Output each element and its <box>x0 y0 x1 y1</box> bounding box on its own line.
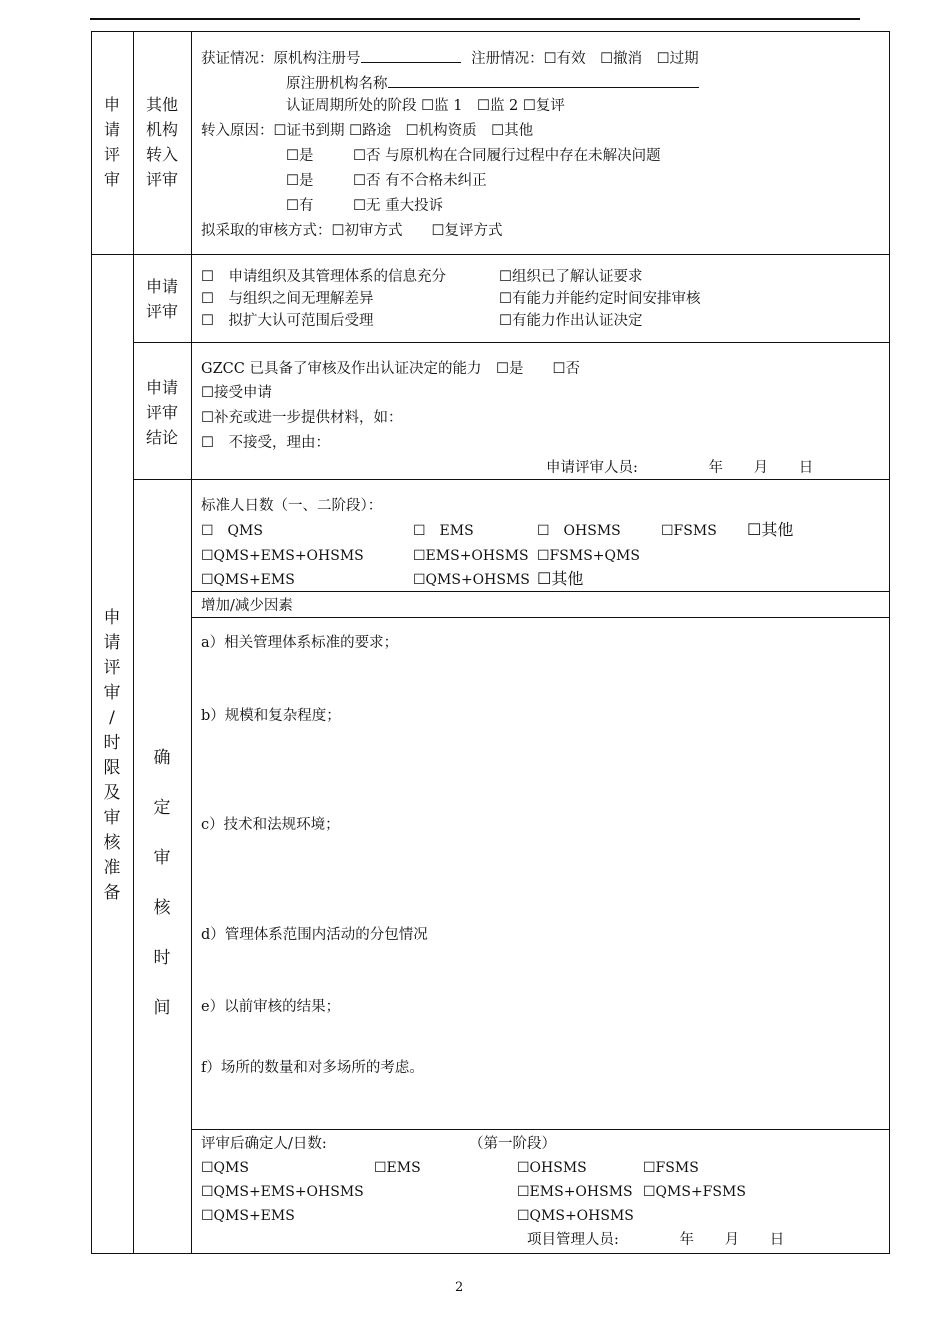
complaint-yes[interactable]: ☐有 <box>286 198 314 214</box>
cert-status-line <box>201 48 699 68</box>
factors-title: 增加/减少因素 <box>201 598 293 614</box>
label-line: 结论 <box>145 428 178 447</box>
conclusion-label <box>133 375 191 450</box>
factor-a: a）相关管理体系标准的要求； <box>201 635 399 651</box>
factor-c: c）技术和法规环境； <box>201 817 340 833</box>
pm-signature-line <box>527 1231 784 1249</box>
month-label: 月 <box>724 1232 740 1248</box>
factor-f: f）场所的数量和对多场所的考虑。 <box>201 1060 424 1076</box>
request-more-materials[interactable]: ☐补充或进一步提供材料，如： <box>201 410 403 426</box>
section1-col1-label <box>91 92 133 192</box>
final-qms-ems-ohsms[interactable]: ☐QMS+EMS+OHSMS <box>201 1184 364 1200</box>
reviewer-label: 申请评审人员: <box>546 460 638 476</box>
std-ems[interactable]: ☐ EMS <box>413 523 474 539</box>
accept-application[interactable]: ☐接受申请 <box>201 385 272 401</box>
cycle-stage[interactable]: 认证周期所处的阶段 ☐监 1 ☐监 2 ☐复评 <box>286 98 565 114</box>
review-info-sufficient[interactable]: ☐ 申请组织及其管理体系的信息充分 <box>201 269 446 285</box>
label-char: 审 <box>103 683 121 703</box>
label-char: 核 <box>103 833 121 853</box>
label-char: 审 <box>153 848 171 868</box>
section1-bottom <box>91 254 890 255</box>
std-fsms[interactable]: ☐FSMS <box>661 523 717 539</box>
year-label: 年 <box>679 1232 694 1248</box>
final-days-stage: （第一阶段） <box>469 1136 556 1152</box>
label-line: 其他 <box>145 95 178 114</box>
label-char: 申 <box>103 95 120 114</box>
unresolved-yes[interactable]: ☐是 <box>286 148 314 164</box>
label-char: 评 <box>103 145 120 164</box>
col-divider-1 <box>133 31 134 1253</box>
label-char: 审 <box>103 170 120 189</box>
pm-label: 项目管理人员: <box>527 1232 619 1248</box>
factors-title-bottom <box>191 617 890 618</box>
std-ems-ohsms[interactable]: ☐EMS+OHSMS <box>413 548 529 564</box>
orig-org-field[interactable] <box>388 73 699 88</box>
label-line: 机构 <box>145 120 178 139</box>
label-line: 评审 <box>145 403 178 422</box>
review-signature-line <box>546 459 813 477</box>
reject-application[interactable]: ☐ 不接受，理由： <box>201 435 330 451</box>
std-qms-ohsms[interactable]: ☐QMS+OHSMS <box>413 572 530 588</box>
label-char: 时 <box>103 733 121 753</box>
conclusion-bottom <box>133 479 890 480</box>
review-label <box>133 274 191 324</box>
header-rule <box>90 18 860 20</box>
col-divider-2 <box>191 31 192 1253</box>
final-qms-ohsms[interactable]: ☐QMS+OHSMS <box>517 1208 634 1224</box>
review-can-schedule[interactable]: ☐有能力并能约定时间安排审核 <box>499 291 701 307</box>
transfer-reason[interactable]: 转入原因：☐证书到期 ☐路途 ☐机构资质 ☐其他 <box>201 123 534 139</box>
final-ems[interactable]: ☐EMS <box>374 1160 421 1176</box>
label-char: 核 <box>153 898 171 918</box>
label-char: 定 <box>153 798 171 818</box>
label-char: 备 <box>103 883 121 903</box>
std-days-title: 标准人日数（一、二阶段）： <box>201 498 383 514</box>
factor-d: d）管理体系范围内活动的分包情况 <box>201 927 428 943</box>
final-qms-fsms[interactable]: ☐QMS+FSMS <box>643 1184 746 1200</box>
final-qms-ems[interactable]: ☐QMS+EMS <box>201 1208 295 1224</box>
final-qms[interactable]: ☐QMS <box>201 1160 249 1176</box>
label-char: 审 <box>103 808 121 828</box>
final-ohsms[interactable]: ☐OHSMS <box>517 1160 587 1176</box>
audit-mode[interactable]: 拟采取的审核方式：☐初审方式 ☐复评方式 <box>201 223 503 239</box>
review-can-decide[interactable]: ☐有能力作出认证决定 <box>499 313 643 329</box>
std-ohsms[interactable]: ☐ OHSMS <box>537 523 621 539</box>
label-line: 评审 <box>145 170 178 189</box>
std-fsms-qms[interactable]: ☐FSMS+QMS <box>537 548 640 564</box>
std-other-2[interactable]: ☐其他 <box>537 569 584 588</box>
page-number: 2 <box>455 1280 464 1295</box>
label-char: 确 <box>153 748 171 768</box>
factor-b: b）规模和复杂程度； <box>201 708 341 724</box>
day-label: 日 <box>798 460 814 476</box>
label-char: / <box>109 708 115 728</box>
final-ems-ohsms[interactable]: ☐EMS+OHSMS <box>517 1184 633 1200</box>
std-qms-ems[interactable]: ☐QMS+EMS <box>201 572 295 588</box>
std-other[interactable]: ☐其他 <box>747 520 794 539</box>
nonconformity-yes[interactable]: ☐是 <box>286 173 314 189</box>
reg-status[interactable]: 注册情况：☐有效 ☐撤消 ☐过期 <box>471 51 699 67</box>
label-char: 请 <box>103 120 120 139</box>
table-top-border <box>91 31 890 32</box>
table-bottom-border <box>91 1253 890 1254</box>
reg-no-field[interactable] <box>361 48 461 63</box>
label-char: 评 <box>103 658 121 678</box>
complaint-no[interactable]: ☐无 重大投诉 <box>353 198 444 214</box>
section2-big-label <box>91 606 133 906</box>
final-fsms[interactable]: ☐FSMS <box>643 1160 699 1176</box>
capability-check[interactable]: GZCC 已具备了审核及作出认证决定的能力 ☐是 ☐否 <box>201 361 580 377</box>
nonconformity-no[interactable]: ☐否 有不合格未纠正 <box>353 173 487 189</box>
review-org-understands[interactable]: ☐组织已了解认证要求 <box>499 269 643 285</box>
review-no-misunderstanding[interactable]: ☐ 与组织之间无理解差异 <box>201 291 374 307</box>
label-char: 时 <box>153 948 171 968</box>
year-label: 年 <box>708 460 723 476</box>
label-char: 请 <box>103 633 121 653</box>
factor-e: e）以前审核的结果； <box>201 999 341 1015</box>
label-char: 准 <box>103 858 121 878</box>
table-right-border <box>889 31 890 1253</box>
review-bottom <box>133 342 890 343</box>
orig-org-label: 原注册机构名称 <box>286 76 388 92</box>
month-label: 月 <box>753 460 769 476</box>
label-line: 转入 <box>145 145 178 164</box>
std-qms-ems-ohsms[interactable]: ☐QMS+EMS+OHSMS <box>201 548 364 564</box>
final-days-title: 评审后确定人/日数: <box>201 1136 327 1152</box>
orig-org-line <box>286 73 699 93</box>
label-char: 及 <box>103 783 121 803</box>
label-line: 评审 <box>145 302 178 321</box>
section1-col2-label <box>133 92 191 192</box>
unresolved-no[interactable]: ☐否 与原机构在合同履行过程中存在未解决问题 <box>353 148 661 164</box>
label-line: 申请 <box>145 378 178 397</box>
audit-time-label <box>133 733 191 1033</box>
reg-no-label: 获证情况：原机构注册号 <box>201 51 361 67</box>
label-char: 间 <box>153 998 171 1018</box>
std-bottom <box>191 591 890 592</box>
day-label: 日 <box>769 1232 785 1248</box>
label-line: 申请 <box>145 277 178 296</box>
review-scope-extension[interactable]: ☐ 拟扩大认可范围后受理 <box>201 313 374 329</box>
label-char: 申 <box>103 608 121 628</box>
label-char: 限 <box>103 758 121 778</box>
factors-bottom <box>191 1129 890 1130</box>
std-qms[interactable]: ☐ QMS <box>201 523 263 539</box>
